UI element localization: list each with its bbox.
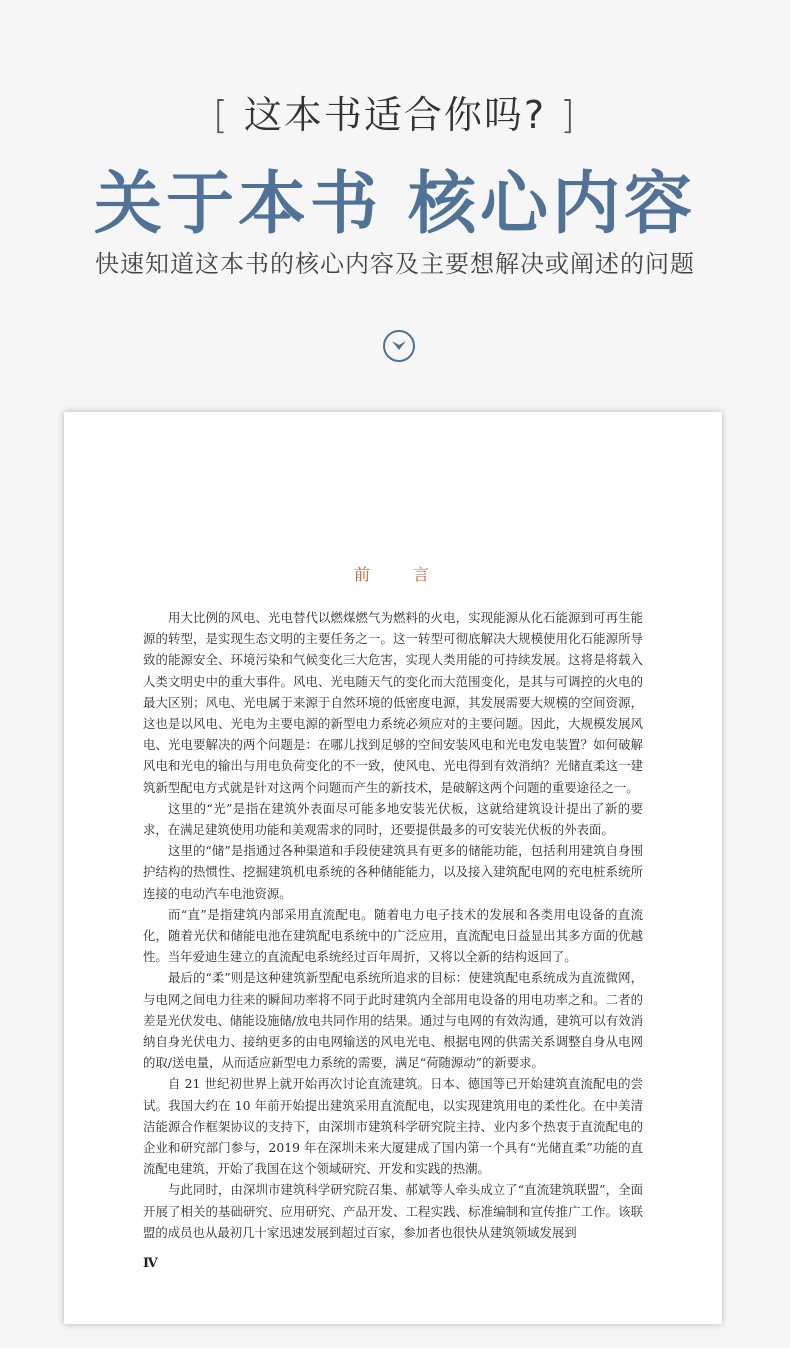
book-page xyxy=(64,412,722,1324)
preface-title-a: 前 xyxy=(353,565,373,584)
preface-body xyxy=(143,607,643,1243)
right-bracket: ] xyxy=(560,93,577,137)
paragraph: 自 21 世纪初世界上就开始再次讨论直流建筑。日本、德国等已开始建筑直流配电的尝试。我国大约在 10 年前开始提出建筑采用直流配电，以实现建筑用电的柔性化。在中美清洁能源合作框架协议的支持下，由深圳市建筑科学研究院主持、业内多个热衷于直流配电的企业和研究部门参与，2019 年在深圳未来大厦建成了国内第一个具有“光储直柔”功能的直流配电建筑，开始了我国在这个领域研究、开发和实践的热潮。 xyxy=(143,1076,643,1177)
paragraph: 用大比例的风电、光电替代以燃煤燃气为燃料的火电，实现能源从化石能源到可再生能源的转型，是实现生态文明的主要任务之一。这一转型可彻底解决大规模使用化石能源所导致的能源安全、环境污染和气候变化三大危害，实现人类用能的可持续发展。这将是将载入人类文明史中的重大事件。风电、光电随天气的变化而大范围变化，是其与可调控的火电的最大区别；风电、光电属于来源于自然环境的低密度电源，其发展需要大规模的空间资源，这也是以风电、光电为主要电源的新型电力系统必须应对的主要问题。因此，大规模发展风电、光电要解决的两个问题是：在哪儿找到足够的空间安装风电和光电发电装置？如何破解风电和光电的输出与用电负荷变化的不一致，使风电、光电得到有效消纳？光储直柔这一建筑新型配电方式就是针对这两个问题而产生的新技术，是破解这两个问题的重要途径之一。 xyxy=(143,610,643,795)
tagline xyxy=(0,84,790,139)
paragraph: 而“直”是指建筑内部采用直流配电。随着电力电子技术的发展和各类用电设备的直流化，随着光伏和储能电池在建筑配电系统中的广泛应用，直流配电日益显出其多方面的优越性。当年爱迪生建立的直流配电系统经过百年周折，又将以全新的结构返回了。 xyxy=(143,906,643,965)
headline-right: 核心内容 xyxy=(408,164,697,244)
headline-left: 关于本书 xyxy=(93,164,382,244)
chevron-down-circle-icon[interactable] xyxy=(383,330,415,362)
preface-title-b: 言 xyxy=(413,565,433,584)
preface-title xyxy=(64,562,722,585)
chevron-down-icon xyxy=(390,338,408,354)
paragraph: 这里的“储”是指通过各种渠道和手段使建筑具有更多的储能功能，包括利用建筑自身围护结构的热惯性、挖掘建筑机电系统的各种储能能力，以及接入建筑配电网的充电桩系统所连接的电动汽车电池资源。 xyxy=(143,843,643,901)
page-number: Ⅳ xyxy=(143,1256,158,1271)
paragraph: 这里的“光”是指在建筑外表面尽可能多地安装光伏板，这就给建筑设计提出了新的要求，在满足建筑使用功能和美观需求的同时，还要提供最多的可安装光伏板的外表面。 xyxy=(143,800,643,838)
headline xyxy=(0,150,790,247)
subtitle: 快速知道这本书的核心内容及主要想解决或阐述的问题 xyxy=(95,250,695,278)
paragraph: 最后的“柔”则是这种建筑新型配电系统所追求的目标：使建筑配电系统成为直流微网，与电网之间电力往来的瞬间功率将不同于此时建筑内全部用电设备的用电功率之和。二者的差是光伏发电、储能设施储/放电共同作用的结果。通过与电网的有效沟通，建筑可以有效消纳自身光伏电力、接纳更多的由电网输送的风电光电、根据电网的供需关系调整自身从电网的取/送电量，从而适应新型电力系统的需要，满足“荷随源动”的新要求。 xyxy=(143,970,643,1071)
left-bracket: [ xyxy=(212,93,230,137)
paragraph: 与此同时，由深圳市建筑科学研究院召集、郝斌等人牵头成立了“直流建筑联盟”，全面开展了相关的基础研究、应用研究、产品开发、工程实践、标准编制和宣传推广工作。该联盟的成员也从最初几十家迅速发展到超过百家，参加者也很快从建筑领域发展到 xyxy=(143,1182,643,1240)
tagline-text: 这本书适合你吗? xyxy=(243,93,547,137)
